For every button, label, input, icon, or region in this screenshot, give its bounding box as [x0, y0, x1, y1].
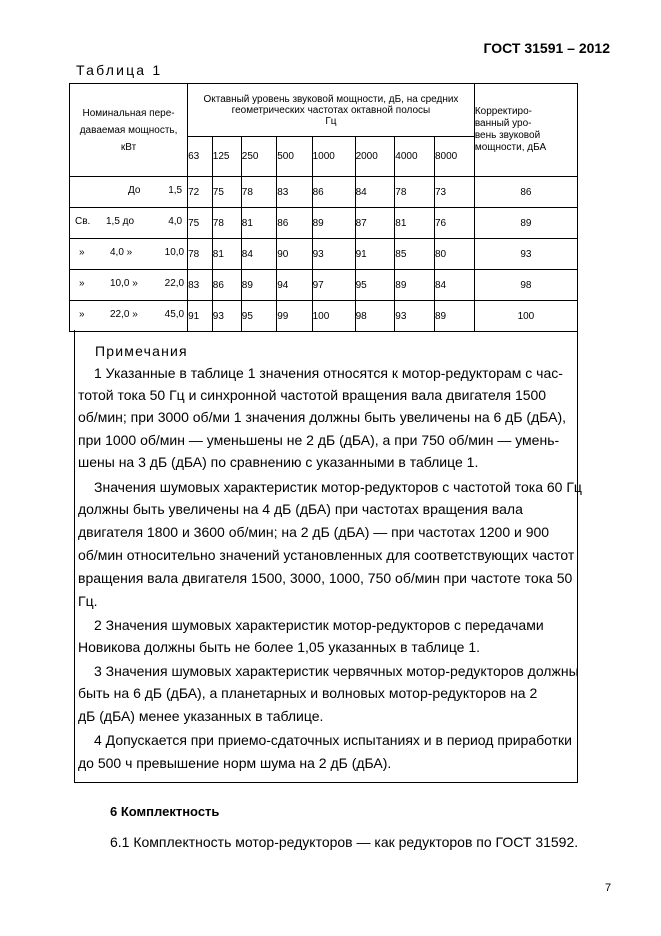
level-cell: 86: [212, 270, 241, 301]
corrected-cell: 98: [474, 270, 577, 301]
header-octave: [188, 84, 475, 137]
note-line: об/мин относительно значений установленных для соответствующих частот: [78, 547, 575, 563]
level-cell: 84: [355, 177, 395, 208]
header-octave-line: Октавный уровень звуковой мощности, дБ, на средних: [203, 93, 459, 105]
power-to: 4,0: [168, 216, 183, 227]
level-cell: 84: [241, 239, 276, 270]
freq-header: 500: [277, 137, 312, 177]
level-cell: 89: [435, 301, 475, 332]
power-cell: [70, 239, 188, 270]
power-cell: [70, 208, 188, 239]
header-corrected-line: вень звуковой: [474, 130, 541, 141]
table-row: [70, 301, 578, 332]
level-cell: 81: [212, 239, 241, 270]
level-cell: 90: [277, 239, 312, 270]
power-from: 4,0 »: [110, 247, 133, 258]
freq-header: 125: [212, 137, 241, 177]
note-line: Гц.: [78, 593, 98, 609]
level-cell: 75: [188, 208, 213, 239]
freq-header: 2000: [355, 137, 395, 177]
note-line: 2 Значения шумовых характеристик мотор-редукторов с передачами: [94, 617, 544, 633]
level-cell: 89: [395, 270, 435, 301]
level-cell: 97: [312, 270, 355, 301]
level-cell: 89: [241, 270, 276, 301]
level-cell: 80: [435, 239, 475, 270]
power-from: 1,5 до: [106, 216, 135, 227]
note-line: быть на 6 дБ (дБА), а планетарных и волновых мотор-редукторов на 2: [78, 685, 538, 701]
page-number: 7: [605, 882, 612, 894]
power-prefix: »: [79, 247, 85, 258]
level-cell: 76: [435, 208, 475, 239]
note-line: дБ (дБА) менее указанных в таблице.: [78, 708, 324, 724]
note-line: должны быть увеличены на 4 дБ (дБА) при частотах вращения вала: [78, 501, 523, 517]
level-cell: 93: [212, 301, 241, 332]
note-line: двигателя 1800 и 3600 об/мин; на 2 дБ (дБА) — при частотах 1200 и 900: [78, 524, 550, 540]
header-power-line: Номинальная пере-: [82, 107, 175, 119]
level-cell: 78: [212, 208, 241, 239]
note-line: до 500 ч превышение норм шума на 2 дБ (дБА).: [78, 755, 392, 771]
power-to: 10,0: [164, 247, 185, 258]
note-line: Новикова должны быть не более 1,05 указанных в таблице 1.: [78, 639, 481, 655]
corrected-cell: 100: [474, 301, 577, 332]
level-cell: 85: [395, 239, 435, 270]
table-row: [70, 270, 578, 301]
note-line: шены на 3 дБ (дБА) по сравнению с указанными в таблице 1.: [78, 454, 479, 470]
level-cell: 78: [395, 177, 435, 208]
table-row: [70, 177, 578, 208]
power-cell: [70, 270, 188, 301]
power-prefix: »: [79, 309, 85, 320]
power-from: 22,0 »: [110, 309, 138, 320]
freq-header: 250: [241, 137, 276, 177]
corrected-cell: 93: [474, 239, 577, 270]
power-prefix: Св.: [75, 216, 91, 227]
level-cell: 94: [277, 270, 312, 301]
table-row: [70, 208, 578, 239]
header-corrected-line: мощности, дБА: [474, 142, 547, 153]
level-cell: 99: [277, 301, 312, 332]
power-to: 1,5: [168, 185, 183, 196]
note-line: об/мин; при 3000 об/ми 1 значения должны быть увеличены на 6 дБ (дБА),: [78, 409, 567, 425]
level-cell: 98: [355, 301, 395, 332]
freq-header: 63: [188, 137, 213, 177]
level-cell: 87: [355, 208, 395, 239]
header-power-line: даваемая мощность,: [79, 124, 178, 136]
level-cell: 81: [395, 208, 435, 239]
freq-header: 4000: [395, 137, 435, 177]
note-line: 1 Указанные в таблице 1 значения относятся к мотор-редукторам с час-: [94, 365, 563, 381]
corrected-cell: 86: [474, 177, 577, 208]
note-line: 3 Значения шумовых характеристик червячных мотор-редукторов должны: [94, 663, 579, 679]
note-line: Значения шумовых характеристик мотор-редукторов с частотой тока 60 Гц: [94, 479, 582, 495]
note-line: тотой тока 50 Гц и синхронной частотой вращения вала двигателя 1500: [78, 387, 547, 403]
header-corrected: [474, 84, 577, 177]
level-cell: 89: [312, 208, 355, 239]
level-cell: 72: [188, 177, 213, 208]
power-to: 45,0: [164, 309, 185, 320]
document-code: ГОСТ 31591 – 2012: [483, 40, 610, 56]
power-prefix: »: [79, 278, 85, 289]
power-prefix: До: [128, 185, 141, 196]
freq-header: 1000: [312, 137, 355, 177]
level-cell: 93: [312, 239, 355, 270]
freq-header: 8000: [435, 137, 475, 177]
corrected-cell: 89: [474, 208, 577, 239]
level-cell: 75: [212, 177, 241, 208]
level-cell: 83: [188, 270, 213, 301]
header-power-line: кВт: [120, 141, 137, 153]
noise-table: [69, 83, 578, 332]
header-corrected-line: Корректиро-: [474, 106, 532, 117]
power-from: 10,0 »: [110, 278, 138, 289]
power-to: 22,0: [164, 278, 185, 289]
level-cell: 91: [188, 301, 213, 332]
note-line: при 1000 об/мин — уменьшены не 2 дБ (дБА), а при 750 об/мин — умень-: [78, 432, 560, 448]
power-cell: [70, 177, 188, 208]
header-octave-line: Гц: [325, 115, 337, 127]
level-cell: 73: [435, 177, 475, 208]
header-octave-line: геометрических частотах октавной полосы: [231, 104, 431, 116]
table-row: [70, 239, 578, 270]
level-cell: 95: [355, 270, 395, 301]
level-cell: 81: [241, 208, 276, 239]
level-cell: 83: [277, 177, 312, 208]
note-line: 4 Допускается при приемо-сдаточных испытаниях и в период приработки: [94, 732, 572, 748]
note-line: вращения вала двигателя 1500, 3000, 1000, 750 об/мин при частоте тока 50: [78, 570, 573, 586]
section-title: 6 Комплектность: [110, 804, 220, 819]
level-cell: 84: [435, 270, 475, 301]
table-caption: Таблица 1: [76, 62, 163, 78]
header-power: [70, 84, 188, 177]
header-corrected-line: ванный уро-: [474, 118, 532, 129]
level-cell: 86: [312, 177, 355, 208]
level-cell: 86: [277, 208, 312, 239]
level-cell: 100: [312, 301, 355, 332]
level-cell: 78: [188, 239, 213, 270]
level-cell: 78: [241, 177, 276, 208]
power-cell: [70, 301, 188, 332]
level-cell: 91: [355, 239, 395, 270]
level-cell: 95: [241, 301, 276, 332]
notes-title: Примечания: [95, 343, 188, 359]
section-text: 6.1 Комплектность мотор-редукторов — как редукторов по ГОСТ 31592.: [110, 834, 579, 850]
level-cell: 93: [395, 301, 435, 332]
